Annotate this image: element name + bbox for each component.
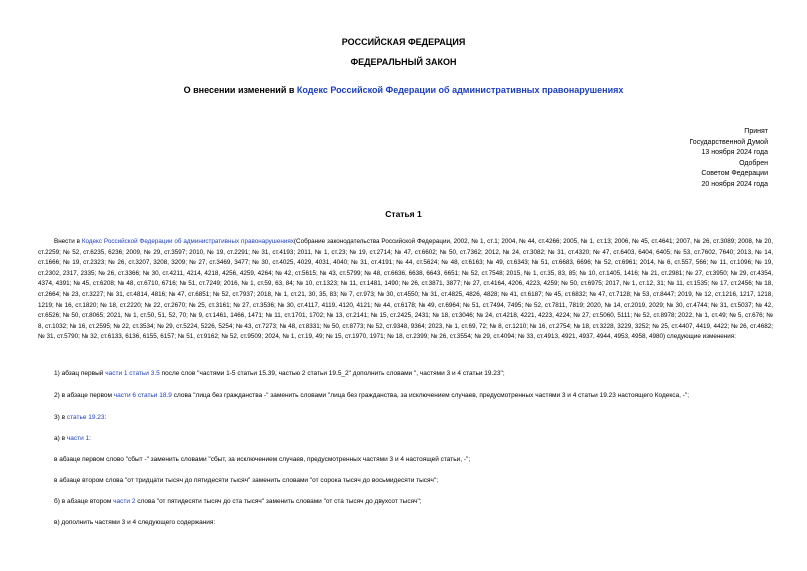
amendment-item: в абзаце первом слово "сбыт -" заменить словами "сбыт, за исключением случаев, предусмотренных частями 3 и 4 настоящей статьи, -";: [54, 456, 471, 463]
adoption-block: [689, 127, 768, 191]
amendment-item: 3) в статье 19.23:: [54, 414, 107, 421]
intro-code-link[interactable]: Кодекс Российской Федерации об административных правонарушениях: [81, 238, 294, 245]
adoption-line: Принят: [744, 128, 768, 135]
federation-heading: РОССИЙСКАЯ ФЕДЕРАЦИЯ: [341, 37, 466, 47]
item-link[interactable]: статье 19.23: [66, 414, 105, 421]
adoption-line: 20 ноября 2024 года: [701, 180, 768, 188]
adoption-line: Государственной Думой: [689, 138, 768, 146]
adoption-line: Советом Федерации: [701, 170, 768, 178]
amendment-item: в) дополнить частями 3 и 4 следующего содержания:: [54, 519, 216, 526]
law-type-heading: ФЕДЕРАЛЬНЫЙ ЗАКОН: [350, 57, 457, 67]
intro-prefix: Внести в: [54, 238, 82, 245]
article-intro: [38, 237, 773, 343]
item-link[interactable]: части 1 статьи 3.5: [105, 370, 160, 377]
item-link[interactable]: части 6 статьи 18.9: [113, 392, 172, 399]
law-title-link[interactable]: Кодекс Российской Федерации об административных правонарушениях: [296, 85, 624, 95]
item-link[interactable]: части 2: [113, 498, 136, 505]
amendment-item: б) в абзаце втором части 2 слова "от пятидесяти тысяч до ста тысяч" заменить словами "от ста тысяч до двухсот тысяч";: [54, 498, 422, 505]
adoption-line: 13 ноября 2024 года: [701, 149, 768, 157]
amendment-item: а) в части 1:: [54, 435, 91, 442]
amendment-item: 2) в абзаце первом части 6 статьи 18.9 слова "лица без гражданства -" заменить словами "лица без гражданства, за исключением случаев, предусмотренных частями 3 и 4 статьи 19.23 настоящего Кодекса, -";: [54, 392, 690, 399]
item-link[interactable]: части 1: [66, 435, 90, 442]
law-title-prefix: О внесении изменений в: [183, 85, 297, 95]
adoption-line: Одобрен: [739, 159, 768, 167]
amendment-item: 1) абзац первый части 1 статьи 3.5 после слов "частями 1-5 статьи 15.39, частью 2 статьи 19.5_2" дополнить словами ", частями 3 и 4 статьи 19.23";: [54, 370, 505, 377]
intro-rest: (Собрание законодательства Российской Федерации, 2002, № 1, ст.1; 2004, № 44, ст.4266; 2005, № 1, ст.13; 2006, № 45, ст.4641; 2007, № 26, ст.3089; 2008, № 20, ст.2259; № 52, ст.6235, 6236; 2009, № 29, ст.3597; 2010, № 19, ст.2291; № 31, ст.4193; 2011, № 1, ст.23; № 19, ст.2714; № 47, ст.6602; № 50, ст.7362; 2012, № 24, ст.3082; № 31, ст.4320; № 47, ст.6403, 6404, 6405; № 53, ст.7602, 7640; 2013, № 14, ст.1666; № 19, ст.2323; № 26, ст.3207, 3208, 3209; № 27, ст.3469, 3477; № 30, ст.4025, 4029, 4031, 4040; № 31, ст.4191; № 44, ст.5624; № 48, ст.6163; № 49, ст.6343; № 51, ст.6683, 6696; № 52, ст.6961; 2014, № 6, ст.557, 566; № 11, ст.1096; № 19, ст.2302, 2317, 2335; № 26, ст.3366; № 30, ст.4211, 4214, 4218, 4256, 4259, 4264; № 42, ст.5615; № 43, ст.5799; № 48, ст.6636, 6638, 6643, 6651; № 52, ст.7548; 2015, № 1, ст.35, 83, 85; № 10, ст.1405, 1416; № 21, ст.2981; № 27, ст.3950; № 29, ст.4354, 4374, 4391; № 45, ст.6208; № 48, ст.6710, 6716; № 51, ст.7249; 2016, № 1, ст.59, 63, 84; № 10, ст.1323; № 11, ст.1481, 1490; № 26, ст.3871, 3877; № 27, ст.4164, 4206, 4223, 4259; № 50, ст.6975; 2017, № 1, ст.12, 31; № 11, ст.1535; № 17, ст.2456; № 18, ст.2664; № 23, ст.3227; № 31, ст.4814, 4816; № 47, ст.6851; № 52, ст.7937; 2018, № 1, ст.21, 30, 35, 83; № 7, ст.973; № 30, ст.4550; № 31, ст.4825, 4826, 4828; № 41, ст.6187; № 45, ст.6832; № 47, ст.7128; № 53, ст.8447; 2019, № 12, ст.1216, 1217, 1218, 1219; № 16, ст.1820; № 18, ст.2220; № 22, ст.2670; № 25, ст.3161; № 27, ст.3536; № 30, ст.4117, 4119, 4120, 4121; № 44, ст.6178; № 49, ст.6964; № 51, ст.7494, 7495; № 52, ст.7811, 7819; 2020, № 14, ст.2019, 2029; № 30, ст.4744; № 31, ст.5037; № 42, ст.6526; № 50, ст.8065; 2021, № 1, ст.50, 51, 52, 70; № 9, ст.1461, 1466, 1471; № 11, ст.1701, 1702; № 13, ст.2141; № 15, ст.2425, 2431; № 18, ст.3046; № 24, ст.4218, 4221, 4223, 4224; № 27, ст.5060, 5111; № 52, ст.8978; 2022, № 1, ст.49; № 5, ст.676; № 8, ст.1032; № 16, ст.2595; № 22, ст.3534; № 29, ст.5224, 5226, 5254; № 43, ст.7273; № 48, ст.8331; № 50, ст.8773; № 52, ст.9348, 9364; 2023, № 1, ст.69, 72; № 8, ст.1210; № 16, ст.2754; № 18, ст.3228, 3229, 3252; № 25, ст.4407, 4419, 4422; № 26, ст.4682; № 31, ст.5790; № 32, ст.6133, 6136, 6155, 6157; № 51, ст.9162; № 52, ст.9509; 2024, № 1, ст.19, 49; № 15, ст.1970, 1971; № 18, ст.2399; № 26, ст.3554; № 29, ст.4094; № 33, ст.4913, 4921, 4937, 4944, 4953, 4958, 4980) следующие изменения:: [38, 238, 774, 341]
amendment-item: в абзаце втором слова "от тридцати тысяч до пятидесяти тысяч" заменить словами "от сорока тысяч до восьмидесяти тысяч";: [54, 477, 439, 484]
law-title: [0, 85, 807, 95]
article-heading: Статья 1: [385, 209, 422, 219]
